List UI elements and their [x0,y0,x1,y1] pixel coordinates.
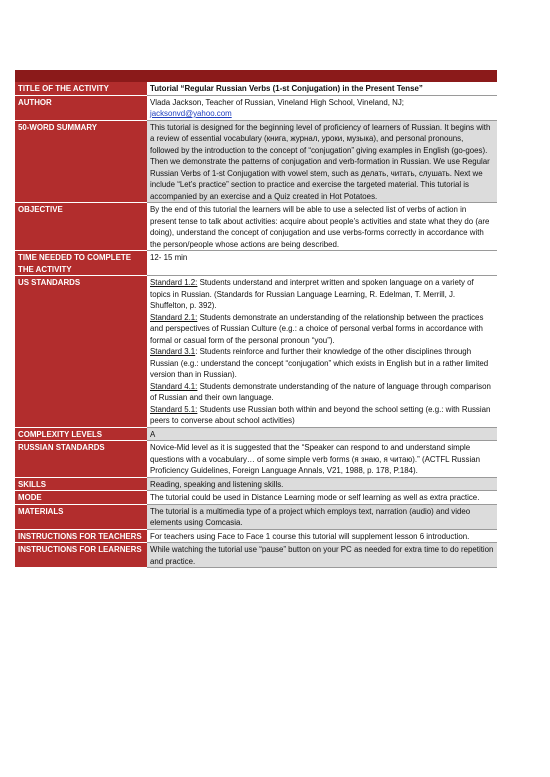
row-value: The tutorial could be used in Distance Learning mode or self learning as well as extra practice. [147,491,497,505]
standard-item [150,277,494,312]
author-text: Vlada Jackson, Teacher of Russian, Vineland High School, Vineland, NJ; [150,97,404,107]
row-label: MATERIALS [15,504,147,529]
row-label: COMPLEXITY LEVELS [15,427,147,441]
standard-text: Students use Russian both within and beyond the school setting (e.g.: with Russian peers to converse about school activities) [150,404,491,425]
standard-text: Students demonstrate an understanding of the relationship between the practices and perspectives of Russian Culture (e.g.: a choice of personal verbal forms in accordance with formal or casual form of the personal pronoun “you”). [150,312,484,345]
row-value: Reading, speaking and listening skills. [147,477,497,491]
table-row [15,491,497,505]
activity-table [15,82,497,568]
row-value: This tutorial is designed for the beginning level of proficiency of learners of Russian. It begins with a review of essential vocabulary (книга, журнал, уроки, музыка), and personal pronouns, followed by the introduction to the concept of “conjugation” giving examples in English (go-goes). Then we demonstrate the patterns of conjugation and verb-formation in Russian. We use Regular Russian Verbs of 1-st Conjugation with vowel stem, such as делать, читать, слушать. Next we include “Let’s practice” section to practice and exercise the targeted material. This tutorial is accompanied by an exercise and a Quiz created in Hot Potatoes. [147,120,497,203]
row-value: The tutorial is a multimedia type of a project which employs text, narration (audio) and video elements using Comcasia. [147,504,497,529]
standard-text: Students understand and interpret written and spoken language on a variety of topics in Russian. (Standards for Russian Language Learning, R. Edelman, T. Merrill, J. Shuffelton, p. 392). [150,278,474,310]
standard-name: Standard 4.1: [150,381,198,391]
standard-item [150,346,494,381]
table-row [15,441,497,478]
standard-name: Standard 5.1: [150,404,198,414]
row-value: While watching the tutorial use “pause” button on your PC as needed for extra time to do repetition and practice. [147,543,497,568]
author-email-link[interactable]: jacksonvd@yahoo.com [150,109,232,118]
row-value: For teachers using Face to Face 1 course this tutorial will supplement lesson 6 introduction. [147,529,497,543]
row-label: 50-WORD SUMMARY [15,120,147,203]
standard-text: Students demonstrate understanding of the nature of language through comparison of Russian and their own language. [150,381,491,402]
table-row [15,543,497,568]
standard-item [150,381,494,404]
standard-item [150,404,494,427]
standard-name: Standard 1.2: [150,278,198,287]
table-row [15,251,497,276]
row-value: By the end of this tutorial the learners will be able to use a selected list of verbs of action in present tense to talk about activities: acquire about people’s activities and state what they do (are doing), understand the concept of conjugation and use verbs-forms correctly in accordance with the person/people whose actions are being described. [147,203,497,251]
row-label: INSTRUCTIONS FOR TEACHERS [15,529,147,543]
standard-name: Standard 3.1 [150,347,196,356]
row-label: US STANDARDS [15,276,147,428]
table-row [15,203,497,251]
table-row [15,95,497,120]
row-label: TIME NEEDED TO COMPLETE THE ACTIVITY [15,251,147,276]
standard-text: : Students reinforce and further their knowledge of the other disciplines through Russian (e.g.: understand the concept “conjugation” which exists in English but in a rather limited version than in Russian). [150,347,489,379]
row-label: RUSSIAN STANDARDS [15,441,147,478]
header-bar [15,70,497,82]
row-value [147,95,497,120]
row-value: Novice-Mid level as it is suggested that the “Speaker can respond to and understand simple questions with a vocabulary… of some simple verb forms (я знаю, я читаю).” (ACTFL Russian Proficiency Guidelines, Foreign Language Annals, V21, 1988, p. 178, P.184). [147,441,497,478]
table-row [15,477,497,491]
row-label: INSTRUCTIONS FOR LEARNERS [15,543,147,568]
row-value: 12- 15 min [147,251,497,276]
row-value: A [147,427,497,441]
table-row [15,504,497,529]
table-row [15,529,497,543]
row-value [147,276,497,428]
standard-item [150,312,494,347]
table-row [15,276,497,428]
row-label: MODE [15,491,147,505]
row-label: OBJECTIVE [15,203,147,251]
row-label: SKILLS [15,477,147,491]
row-value: Tutorial “Regular Russian Verbs (1-st Conjugation) in the Present Tense” [147,82,497,95]
table-row [15,120,497,203]
table-row [15,427,497,441]
standard-name: Standard 2.1: [150,312,198,322]
row-label: TITLE OF THE ACTIVITY [15,82,147,95]
table-row [15,82,497,95]
row-label: AUTHOR [15,95,147,120]
